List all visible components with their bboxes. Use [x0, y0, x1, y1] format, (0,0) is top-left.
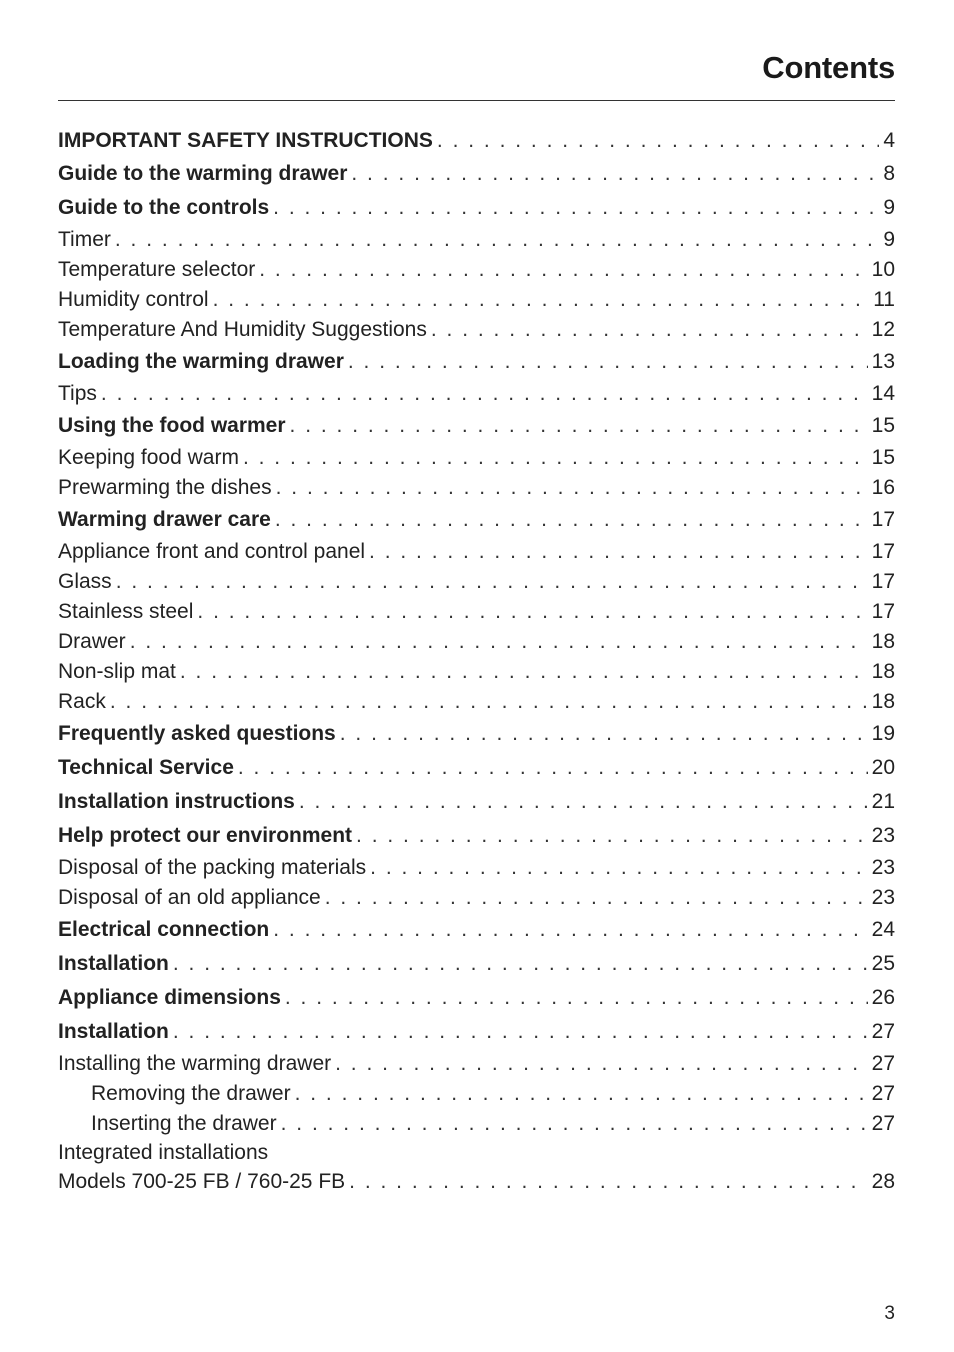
- toc-entry-label: Non-slip mat: [58, 660, 176, 683]
- dot-leader: [269, 913, 867, 947]
- toc-entry-page: 23: [871, 886, 895, 909]
- toc-entry-label: Warming drawer care: [58, 508, 271, 531]
- toc-entry-page: 27: [871, 1052, 895, 1075]
- dot-leader: [365, 537, 868, 567]
- dot-leader: [347, 157, 879, 191]
- toc-entry[interactable]: [58, 597, 895, 627]
- toc-entry-page: 17: [871, 508, 895, 531]
- toc-entry-label: Models 700-25 FB / 760-25 FB: [58, 1170, 346, 1193]
- dot-leader: [277, 1109, 868, 1139]
- toc-entry[interactable]: [58, 1079, 895, 1109]
- toc-entry[interactable]: [58, 315, 895, 345]
- toc-entry[interactable]: [58, 443, 895, 473]
- toc-entry[interactable]: [58, 1015, 895, 1049]
- toc-entry-page: 8: [883, 162, 895, 185]
- dot-leader: [106, 687, 868, 717]
- toc-entry-page: 12: [871, 318, 895, 341]
- dot-leader: [97, 379, 868, 409]
- toc-entry[interactable]: [58, 717, 895, 751]
- dot-leader: [209, 285, 870, 315]
- toc-entry-label: Loading the warming drawer: [58, 350, 344, 373]
- dot-leader: [269, 191, 879, 225]
- page-title: Contents: [762, 50, 895, 85]
- toc-entry-page: 27: [871, 1020, 895, 1043]
- toc-entry-page: 11: [873, 288, 895, 311]
- toc-entry-heading: [58, 1139, 895, 1167]
- toc-entry-label: Integrated installations: [58, 1141, 269, 1164]
- toc-entry-page: 23: [871, 824, 895, 847]
- toc-entry-label: Installation: [58, 1020, 169, 1043]
- toc-entry[interactable]: [58, 687, 895, 717]
- toc-entry[interactable]: [58, 473, 895, 503]
- toc-entry[interactable]: [58, 883, 895, 913]
- toc-entry-label: Humidity control: [58, 288, 209, 311]
- dot-leader: [331, 1049, 868, 1079]
- table-of-contents: [58, 124, 895, 1197]
- dot-leader: [169, 947, 868, 981]
- toc-entry-label: Prewarming the dishes: [58, 476, 272, 499]
- dot-leader: [281, 981, 868, 1015]
- toc-entry-page: 28: [871, 1170, 895, 1193]
- dot-leader: [352, 819, 868, 853]
- dot-leader: [321, 883, 868, 913]
- toc-entry[interactable]: [58, 1049, 895, 1079]
- toc-entry-page: 10: [871, 258, 895, 281]
- toc-entry[interactable]: [58, 191, 895, 225]
- toc-entry-label: Stainless steel: [58, 600, 194, 623]
- toc-entry-page: 18: [871, 690, 895, 713]
- title-divider: [58, 100, 895, 101]
- toc-entry-label: Timer: [58, 228, 111, 251]
- toc-entry-page: 15: [871, 414, 895, 437]
- toc-entry-label: Guide to the warming drawer: [58, 162, 348, 185]
- toc-entry[interactable]: [58, 567, 895, 597]
- toc-entry[interactable]: [58, 157, 895, 191]
- dot-leader: [291, 1079, 868, 1109]
- toc-entry-page: 18: [871, 660, 895, 683]
- toc-entry-label: Guide to the controls: [58, 196, 270, 219]
- toc-entry-page: 26: [871, 986, 895, 1009]
- toc-entry[interactable]: [58, 1109, 895, 1139]
- toc-entry-label: IMPORTANT SAFETY INSTRUCTIONS: [58, 129, 433, 152]
- toc-entry-page: 23: [871, 856, 895, 879]
- dot-leader: [433, 124, 879, 157]
- toc-entry-label: Installation: [58, 952, 169, 975]
- toc-entry-label: Appliance front and control panel: [58, 540, 366, 563]
- toc-entry-label: Technical Service: [58, 756, 234, 779]
- dot-leader: [345, 1167, 867, 1197]
- toc-entry[interactable]: [58, 947, 895, 981]
- toc-entry-label: Temperature And Humidity Suggestions: [58, 318, 427, 341]
- page-number: 3: [884, 1303, 895, 1324]
- toc-entry-page: 27: [871, 1112, 895, 1135]
- toc-entry-label: Glass: [58, 570, 112, 593]
- dot-leader: [176, 657, 868, 687]
- toc-entry-page: 20: [871, 756, 895, 779]
- toc-entry-page: 18: [871, 630, 895, 653]
- dot-leader: [366, 853, 867, 883]
- toc-entry-label: Temperature selector: [58, 258, 256, 281]
- toc-entry-page: 13: [871, 350, 895, 373]
- toc-entry[interactable]: [58, 1167, 895, 1197]
- dot-leader: [193, 597, 867, 627]
- toc-entry-label: Rack: [58, 690, 106, 713]
- dot-leader: [295, 785, 868, 819]
- toc-entry-label: Keeping food warm: [58, 446, 239, 469]
- toc-entry-page: 25: [871, 952, 895, 975]
- toc-entry[interactable]: [58, 981, 895, 1015]
- toc-entry-page: 24: [871, 918, 895, 941]
- dot-leader: [427, 315, 868, 345]
- toc-entry-page: 16: [871, 476, 895, 499]
- dot-leader: [169, 1015, 868, 1049]
- toc-entry[interactable]: [58, 751, 895, 785]
- toc-entry[interactable]: [58, 285, 895, 315]
- toc-entry-page: 9: [883, 196, 895, 219]
- toc-entry-page: 17: [871, 600, 895, 623]
- toc-entry-page: 21: [871, 790, 895, 813]
- toc-entry[interactable]: [58, 913, 895, 947]
- toc-entry-label: Electrical connection: [58, 918, 270, 941]
- toc-entry-label: Tips: [58, 382, 97, 405]
- toc-entry-page: 15: [871, 446, 895, 469]
- toc-entry[interactable]: [58, 124, 895, 157]
- toc-entry-label: Disposal of the packing materials: [58, 856, 367, 879]
- toc-entry-page: 9: [883, 228, 895, 251]
- toc-entry-page: 14: [871, 382, 895, 405]
- toc-entry-page: 4: [883, 129, 895, 152]
- toc-entry[interactable]: [58, 819, 895, 853]
- dot-leader: [112, 567, 868, 597]
- toc-entry-label: Using the food warmer: [58, 414, 286, 437]
- toc-entry-label: Disposal of an old appliance: [58, 886, 321, 909]
- toc-entry-label: Help protect our environment: [58, 824, 353, 847]
- toc-entry-page: 27: [871, 1082, 895, 1105]
- toc-entry[interactable]: [58, 785, 895, 819]
- toc-entry-label: Frequently asked questions: [58, 722, 336, 745]
- dot-leader: [239, 443, 868, 473]
- toc-entry-label: Drawer: [58, 630, 126, 653]
- toc-entry[interactable]: [58, 345, 895, 379]
- toc-entry-label: Removing the drawer: [91, 1082, 291, 1105]
- toc-entry[interactable]: [58, 379, 895, 409]
- toc-entry[interactable]: [58, 409, 895, 443]
- toc-entry-page: 19: [871, 722, 895, 745]
- toc-entry[interactable]: [58, 853, 895, 883]
- toc-entry-label: Appliance dimensions: [58, 986, 281, 1009]
- toc-entry-label: Installation instructions: [58, 790, 295, 813]
- toc-entry[interactable]: [58, 627, 895, 657]
- toc-entry-label: Inserting the drawer: [91, 1112, 277, 1135]
- dot-leader: [336, 717, 868, 751]
- dot-leader: [272, 473, 868, 503]
- toc-entry[interactable]: [58, 225, 895, 255]
- dot-leader: [126, 627, 868, 657]
- dot-leader: [111, 225, 879, 255]
- dot-leader: [255, 255, 867, 285]
- dot-leader: [234, 751, 868, 785]
- toc-entry[interactable]: [58, 503, 895, 537]
- dot-leader: [344, 345, 868, 379]
- dot-leader: [271, 503, 868, 537]
- toc-entry[interactable]: [58, 657, 895, 687]
- toc-entry-label: Installing the warming drawer: [58, 1052, 332, 1075]
- toc-entry[interactable]: [58, 537, 895, 567]
- toc-entry-page: 17: [871, 570, 895, 593]
- toc-entry-page: 17: [871, 540, 895, 563]
- toc-entry[interactable]: [58, 255, 895, 285]
- dot-leader: [286, 409, 868, 443]
